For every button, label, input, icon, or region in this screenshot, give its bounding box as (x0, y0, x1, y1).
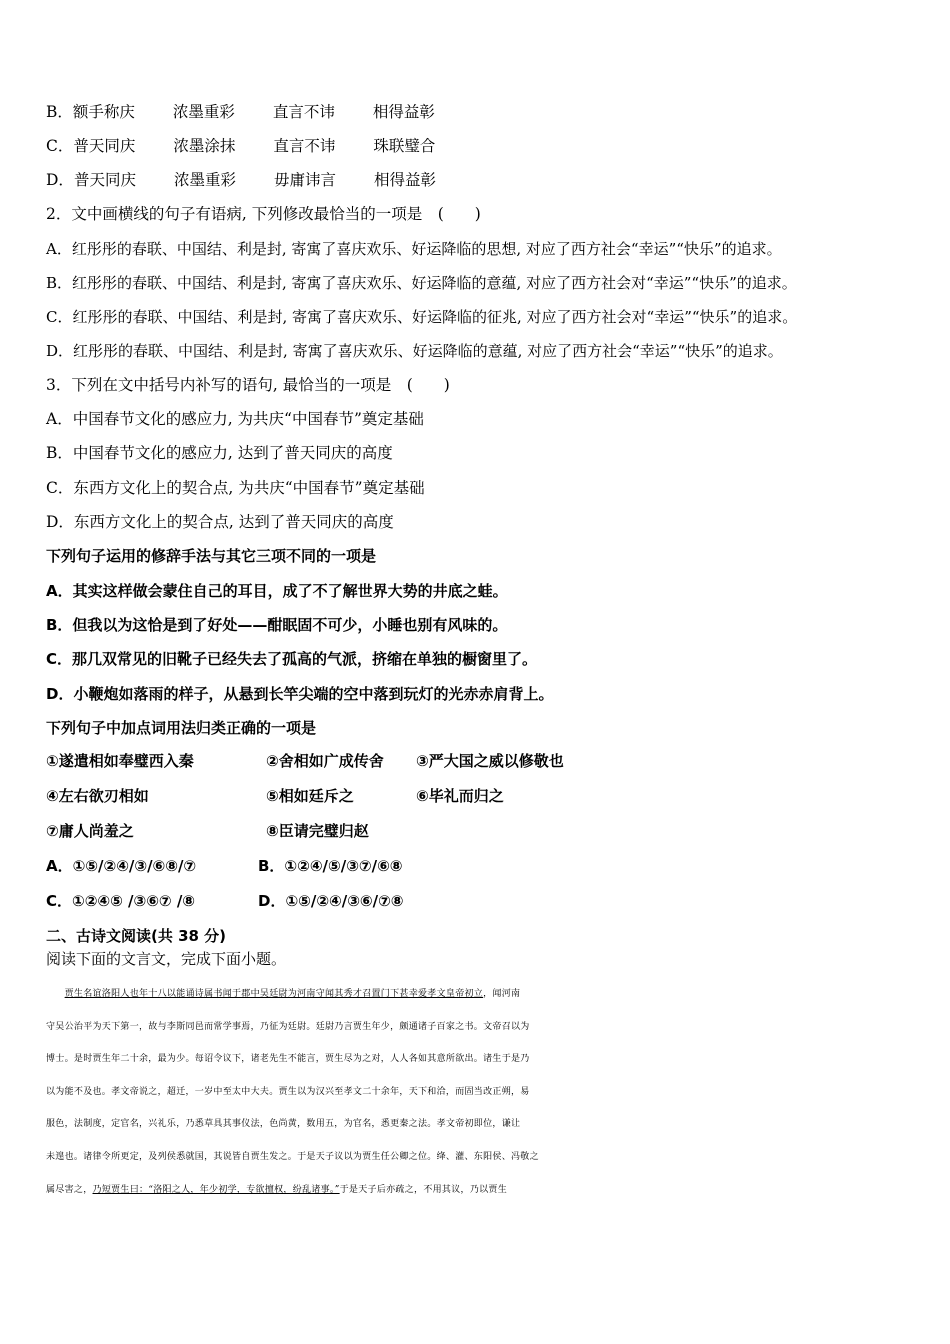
q2-option-c: C．红彤彤的春联、中国结、利是封, 寄寓了喜庆欢乐、好运降临的征兆, 对应了西方社会对“幸运”“快乐”的追求。 (46, 308, 798, 326)
q5-item: ⑥毕礼而归之 (416, 787, 504, 805)
q5-item: ②舍相如广成传舍 (266, 752, 384, 770)
option-word: 额手称庆 (72, 103, 135, 121)
q3-option-a: A．中国春节文化的感应力, 为共庆“中国春节”奠定基础 (46, 410, 424, 428)
line-text: 属尽害之， (46, 1184, 93, 1195)
option-label: D． (46, 171, 74, 189)
q5-answers-row-1 (46, 855, 402, 877)
q5-item: ④左右欲刃相如 (46, 787, 149, 805)
option-word: 直言不讳 (272, 103, 335, 121)
option-word: 直言不讳 (273, 137, 336, 155)
q2-option-a: A．红彤彤的春联、中国结、利是封, 寄寓了喜庆欢乐、好运降临的思想, 对应了西方社会“幸运”“快乐”的追求。 (46, 240, 782, 258)
passage-line (46, 978, 906, 1011)
q3-option-c: C．东西方文化上的契合点, 为共庆“中国春节”奠定基础 (46, 479, 425, 497)
q1-option-b (46, 101, 473, 123)
q5-answer: A．①⑤/②④/③/⑥⑧/⑦ (46, 857, 197, 875)
option-label: B． (46, 103, 73, 121)
passage-line (46, 1076, 906, 1109)
option-word: 浓墨重彩 (173, 171, 236, 189)
q4-option-c: C．那几双常见的旧靴子已经失去了孤高的气派，挤缩在单独的橱窗里了。 (46, 650, 538, 668)
q5-item: ⑦庸人尚羞之 (46, 822, 134, 840)
q3-stem: 3．下列在文中括号内补写的语句, 最恰当的一项是 ( ) (46, 376, 450, 394)
q1-option-d (46, 169, 474, 191)
option-word: 相得益彰 (372, 103, 435, 121)
underlined-text: 乃短贾生曰：“洛阳之人，年少初学，专欲擅权，纷乱诸事。” (92, 1184, 340, 1195)
option-word: 浓墨涂抹 (173, 137, 236, 155)
option-word: 毋庸讳言 (273, 171, 336, 189)
section2-instruction: 阅读下面的文言文，完成下面小题。 (46, 950, 287, 968)
option-word: 珠联璧合 (373, 137, 436, 155)
option-word: 相得益彰 (373, 171, 436, 189)
line-text: 以为能不及也。孝文帝说之，超迁，一岁中至太中大夫。贾生以为汉兴至孝文二十余年，天下和洽，而固当改正朔，易 (46, 1086, 530, 1097)
classical-passage (46, 978, 906, 1206)
option-word: 浓墨重彩 (172, 103, 235, 121)
q5-item: ⑧臣请完璧归赵 (266, 822, 369, 840)
q2-option-b: B．红彤彤的春联、中国结、利是封, 寄寓了喜庆欢乐、好运降临的意蕴, 对应了西方社会对“幸运”“快乐”的追求。 (46, 274, 797, 292)
q5-answer: B．①②④/⑤/③⑦/⑥⑧ (258, 857, 403, 875)
q5-item: ①遂遣相如奉璧西入秦 (46, 752, 194, 770)
line-text (46, 989, 65, 999)
q4-stem: 下列句子运用的修辞手法与其它三项不同的一项是 (46, 547, 377, 565)
passage-line (46, 1174, 906, 1207)
q5-answer: C．①②④⑤ /③⑥⑦ /⑧ (46, 892, 196, 910)
passage-line (46, 1043, 906, 1076)
passage-line (46, 1108, 906, 1141)
q5-items-row-3 (46, 820, 416, 842)
line-text: 博士。是时贾生年二十余，最为少。每诏令议下，诸老先生不能言，贾生尽为之对，人人各如其意所欲出。诸生于是乃 (46, 1054, 530, 1065)
q5-answer: D．①⑤/②④/③⑥/⑦⑧ (258, 892, 404, 910)
q5-item: ⑤相如廷斥之 (266, 787, 354, 805)
q4-option-b: B．但我以为这恰是到了好处——酣眠固不可少，小睡也别有风味的。 (46, 616, 508, 634)
q5-answers-row-2 (46, 890, 404, 912)
line-text: ，闻河南 (483, 989, 521, 999)
q3-option-b: B．中国春节文化的感应力, 达到了普天同庆的高度 (46, 444, 393, 462)
q2-stem: 2．文中画横线的句子有语病, 下列修改最恰当的一项是 ( ) (46, 205, 481, 223)
line-text: 于是天子后亦疏之，不用其议，乃以贾生 (339, 1184, 508, 1195)
q2-option-d: D．红彤彤的春联、中国结、利是封, 寄寓了喜庆欢乐、好运降临的意蕴, 对应了西方社会“幸运”“快乐”的追求。 (46, 342, 783, 360)
q1-option-c (46, 135, 473, 157)
option-word: 普天同庆 (73, 137, 136, 155)
passage-line (46, 1141, 906, 1174)
q5-stem: 下列句子中加点词用法归类正确的一项是 (46, 719, 317, 737)
q5-item: ③严大国之威以修敬也 (416, 752, 564, 770)
q4-option-a: A．其实这样做会蒙住自己的耳目，成了不了解世界大势的井底之蛙。 (46, 582, 508, 600)
line-text: 服色，法制度，定官名，兴礼乐，乃悉草具其事仪法，色尚黄，数用五，为官名，悉更秦之法。孝文帝初即位，谦让 (46, 1119, 521, 1130)
line-text: 守吴公治平为天下第一，故与李斯同邑而常学事焉，乃征为廷尉。廷尉乃言贾生年少，颇通诸子百家之书。文帝召以为 (46, 1021, 530, 1032)
passage-line (46, 1011, 906, 1044)
q3-option-d: D．东西方文化上的契合点, 达到了普天同庆的高度 (46, 513, 394, 531)
line-text: 未遑也。诸律令所更定，及列侯悉就国，其说皆自贾生发之。于是天子议以为贾生任公卿之位。绛、灌、东阳侯、冯敬之 (46, 1151, 539, 1162)
section2-heading: 二、古诗文阅读(共 38 分) (46, 927, 227, 945)
option-label: C． (46, 137, 74, 155)
q5-items-row-1 (46, 750, 564, 772)
option-word: 普天同庆 (73, 171, 136, 189)
q5-items-row-2 (46, 785, 504, 807)
q4-option-d: D．小鞭炮如落雨的样子，从悬到长竿尖端的空中落到玩灯的光赤赤肩背上。 (46, 685, 554, 703)
underlined-text: 贾生名谊洛阳人也年十八以能诵诗属书闻于郡中吴廷尉为河南守闻其秀才召置门下甚幸爱孝文皇帝初立 (64, 989, 484, 999)
